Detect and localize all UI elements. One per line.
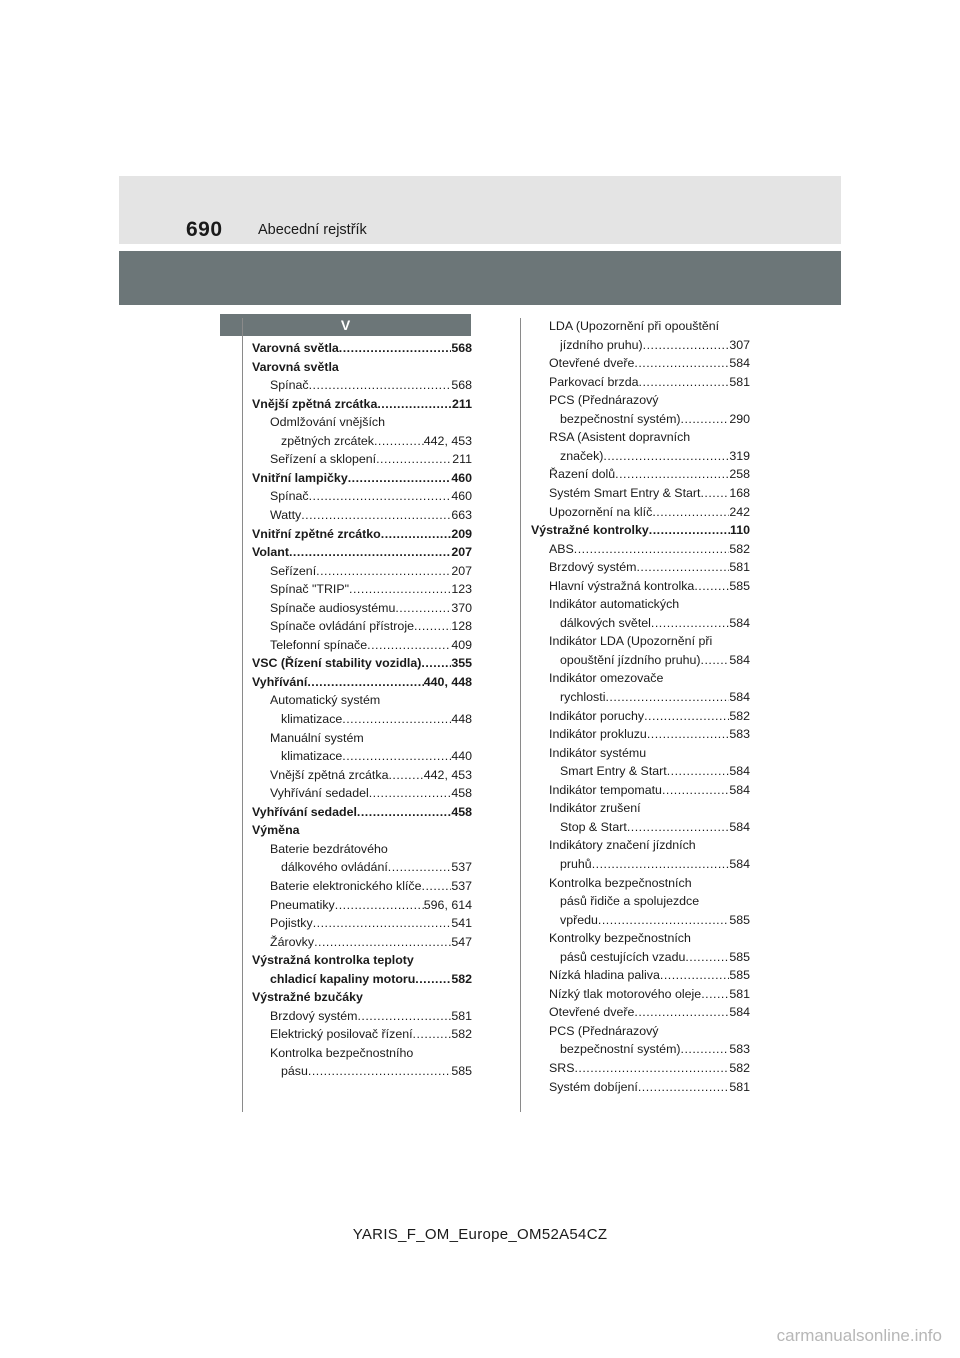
index-entry [549, 836, 696, 855]
index-entry [270, 896, 472, 915]
dot-leader [660, 966, 729, 985]
index-entry [270, 933, 472, 952]
dot-leader [592, 855, 730, 874]
entry-term: Smart Entry & Start [560, 764, 667, 779]
index-entry [252, 654, 472, 673]
entry-page-ref: 584 [729, 652, 750, 667]
index-entry [252, 951, 414, 970]
entry-term: pruhů [560, 856, 592, 871]
entry-page-ref: 458 [451, 804, 472, 819]
dot-leader [374, 432, 424, 451]
entry-page-ref: 568 [451, 341, 472, 355]
index-entry [270, 1007, 472, 1026]
index-entry [549, 781, 750, 800]
entry-page-ref: 128 [451, 619, 472, 634]
index-entry [270, 376, 472, 395]
dot-leader [615, 465, 729, 484]
index-entry [560, 855, 750, 874]
dot-leader [289, 543, 451, 562]
index-entry [549, 465, 750, 484]
index-entry [270, 636, 472, 655]
entry-page-ref: 290 [729, 411, 750, 426]
entry-term: dálkových světel [560, 615, 651, 630]
index-entry [270, 877, 472, 896]
entry-term: Vyhřívání sedadel [252, 804, 357, 819]
entry-term: PCS (Přednárazový [549, 1023, 659, 1038]
center-column-divider [520, 318, 521, 1112]
entry-term: Indikátor automatických [549, 597, 680, 612]
index-entry [549, 985, 750, 1004]
entry-page-ref: 440, 448 [423, 674, 472, 689]
entry-term: PCS (Přednárazový [549, 393, 659, 408]
entry-page-ref: 537 [451, 878, 472, 893]
index-entry [549, 1003, 750, 1022]
dot-leader [307, 673, 423, 692]
index-entry [560, 336, 750, 355]
dot-leader [348, 469, 452, 488]
dot-leader [605, 688, 729, 707]
index-entry [270, 599, 472, 618]
entry-page-ref: 583 [729, 1042, 750, 1057]
entry-page-ref: 585 [729, 949, 750, 964]
entry-page-ref: 442, 453 [423, 433, 472, 448]
entry-term: Kontrolka bezpečnostního [270, 1045, 414, 1060]
dot-leader [367, 636, 451, 655]
index-entry [549, 373, 750, 392]
dot-leader [421, 654, 451, 673]
entry-term: Pneumatiky [270, 897, 335, 912]
dot-leader [313, 914, 452, 933]
dot-leader [316, 562, 451, 581]
dot-leader [314, 933, 451, 952]
entry-page-ref: 581 [451, 1008, 472, 1023]
dot-leader [634, 1003, 729, 1022]
entry-page-ref: 584 [729, 615, 750, 630]
entry-page-ref: 211 [452, 452, 472, 467]
entry-page-ref: 568 [451, 378, 472, 393]
entry-page-ref: 584 [729, 690, 750, 704]
entry-page-ref: 581 [729, 560, 750, 575]
index-entry [252, 358, 339, 377]
entry-term: Indikátor poruchy [549, 708, 645, 723]
entry-page-ref: 663 [451, 507, 472, 522]
header-band [119, 176, 841, 244]
index-entry [560, 948, 750, 967]
entry-term: Seřízení a sklopení [270, 452, 377, 467]
index-entry [252, 673, 472, 692]
entry-page-ref: 584 [729, 819, 750, 834]
entry-term: RSA (Asistent dopravních [549, 430, 691, 445]
left-column-divider [242, 318, 243, 1112]
entry-term: rychlosti [560, 690, 606, 704]
entry-term: Indikátor prokluzu [549, 727, 647, 742]
index-entry [560, 614, 750, 633]
index-entry [549, 632, 712, 651]
dot-leader [651, 614, 729, 633]
index-entry [270, 729, 364, 748]
dot-leader [700, 484, 729, 503]
dot-leader [644, 707, 729, 726]
entry-page-ref: 242 [729, 504, 750, 519]
entry-term: Pojistky [270, 916, 313, 931]
entry-term: LDA (Upozornění při opouštění [549, 319, 720, 333]
index-entry [270, 506, 472, 525]
dot-leader [415, 970, 451, 989]
entry-term: Systém Smart Entry & Start [549, 485, 701, 500]
index-entry [549, 428, 690, 447]
dot-leader [395, 599, 451, 618]
entry-term: Upozornění na klíč [549, 504, 653, 519]
dot-leader [377, 395, 452, 414]
entry-page-ref: 581 [729, 1079, 750, 1094]
entry-term: Kontrolka bezpečnostních [549, 875, 692, 890]
entry-term: Brzdový systém [270, 1008, 358, 1023]
entry-page-ref: 584 [729, 764, 750, 779]
index-entry [270, 766, 472, 785]
entry-term: Vyhřívání [252, 674, 308, 689]
index-entry [270, 840, 388, 859]
entry-page-ref: 585 [729, 578, 750, 593]
index-entry [560, 447, 750, 466]
dot-leader [649, 521, 730, 540]
index-entry [270, 1044, 413, 1063]
index-entry [252, 803, 472, 822]
index-entry [270, 784, 472, 803]
entry-term: Žárovky [270, 934, 315, 949]
index-entry [270, 450, 472, 469]
entry-term: pásu [281, 1064, 308, 1079]
dot-leader [388, 766, 423, 785]
entry-page-ref: 537 [451, 860, 472, 875]
entry-term: klimatizace [281, 749, 343, 764]
entry-term: Parkovací brzda [549, 374, 639, 389]
dot-leader [414, 617, 451, 636]
dot-leader [301, 506, 451, 525]
index-entry [549, 929, 691, 948]
index-entry [549, 1059, 750, 1078]
dot-leader [349, 580, 451, 599]
entry-term: Indikátory značení jízdních [549, 838, 696, 853]
entry-term: Spínače audiosystému [270, 600, 396, 615]
dot-leader [381, 525, 452, 544]
watermark: carmanualsonline.info [776, 1326, 942, 1345]
entry-page-ref: 123 [451, 582, 472, 597]
index-entry [270, 970, 472, 989]
index-entry [281, 858, 472, 877]
dot-leader [634, 354, 729, 373]
dot-leader [639, 373, 730, 392]
entry-term: Výstražné kontrolky [531, 523, 649, 538]
entry-term: Spínač [270, 378, 309, 393]
dot-leader [685, 948, 729, 967]
entry-term: Otevřené dveře [549, 1005, 635, 1020]
index-entry [549, 707, 750, 726]
dot-leader [662, 781, 729, 800]
index-entry [549, 503, 750, 522]
dot-leader [681, 410, 730, 429]
section-title: Abecední rejstřík [258, 222, 367, 238]
index-entry [252, 339, 472, 358]
dot-leader [627, 818, 730, 837]
entry-term: vpředu [560, 912, 598, 927]
entry-page-ref: 582 [729, 708, 750, 723]
index-entry [549, 799, 641, 818]
entry-term: Kontrolky bezpečnostních [549, 931, 691, 946]
entry-page-ref: 409 [451, 637, 472, 652]
index-entry [549, 1078, 750, 1097]
dot-leader [422, 877, 452, 896]
dot-leader [309, 487, 452, 506]
dot-leader [357, 803, 451, 822]
entry-term: Vnitřní zpětné zrcátko [252, 526, 381, 541]
entry-term: Řazení dolů [549, 467, 616, 482]
entry-page-ref: 585 [451, 1064, 472, 1079]
entry-page-ref: 211 [452, 396, 472, 411]
index-entry [560, 651, 750, 670]
index-entry [252, 821, 300, 840]
index-entry [549, 484, 750, 503]
index-entry [252, 469, 472, 488]
dot-leader [309, 376, 452, 395]
index-entry [270, 562, 472, 581]
entry-term: chladicí kapaliny motoru [270, 971, 416, 986]
dot-leader [335, 896, 424, 915]
entry-term: Spínač [270, 489, 309, 504]
entry-term: Systém dobíjení [549, 1079, 638, 1094]
entry-page-ref: 460 [451, 470, 472, 485]
entry-term: Indikátor LDA (Upozornění při [549, 634, 713, 649]
dot-leader [701, 985, 729, 1004]
entry-term: SRS [549, 1061, 575, 1075]
index-entry [560, 911, 750, 930]
entry-term: Indikátor zrušení [549, 801, 641, 816]
index-entry [560, 688, 750, 707]
index-entry [549, 577, 750, 596]
index-entry [270, 691, 380, 710]
entry-term: Indikátor tempomatu [549, 782, 662, 797]
entry-page-ref: 582 [451, 1027, 472, 1042]
entry-term: Brzdový systém [549, 560, 637, 575]
entry-term: Vyhřívání sedadel [270, 786, 369, 801]
entry-term: Indikátor omezovače [549, 671, 664, 686]
index-entry [549, 669, 663, 688]
index-entry [549, 725, 750, 744]
index-entry [549, 595, 679, 614]
index-entry [549, 540, 750, 559]
dot-leader [638, 1078, 729, 1097]
entry-term: Elektrický posilovač řízení [270, 1027, 413, 1042]
entry-term: Baterie elektronického klíče [270, 878, 422, 893]
entry-page-ref: 581 [729, 986, 750, 1001]
entry-page-ref: 582 [729, 541, 750, 556]
index-entry [270, 617, 472, 636]
entry-term: Watty [270, 507, 302, 522]
dot-leader [643, 336, 730, 355]
entry-term: Vnitřní lampičky [252, 470, 348, 485]
index-entry [270, 580, 472, 599]
entry-page-ref: 585 [729, 968, 750, 983]
entry-term: Výstražná kontrolka teploty [252, 953, 414, 968]
index-entry [560, 1040, 750, 1059]
dot-leader [342, 710, 451, 729]
entry-term: Seřízení [270, 563, 317, 578]
index-entry [252, 543, 472, 562]
dot-leader [308, 1062, 451, 1081]
entry-term: pásů řidiče a spolujezdce [560, 894, 700, 909]
dot-leader [339, 339, 452, 358]
index-entry [560, 410, 750, 429]
entry-term: Indikátor systému [549, 745, 647, 760]
entry-term: Varovná světla [252, 341, 339, 355]
entry-term: Nízká hladina paliva [549, 968, 660, 983]
entry-term: Volant [252, 545, 289, 560]
index-entry [270, 413, 385, 432]
entry-page-ref: 584 [729, 856, 750, 871]
dot-leader [667, 762, 730, 781]
dot-leader [701, 651, 730, 670]
entry-term: bezpečnostní systém) [560, 411, 681, 426]
index-entry [270, 1025, 472, 1044]
entry-term: Odmlžování vnějších [270, 415, 386, 430]
index-entry [560, 818, 750, 837]
entry-term: Automatický systém [270, 693, 381, 708]
dot-leader [647, 725, 730, 744]
dot-leader [598, 911, 729, 930]
entry-term: Spínač "TRIP" [270, 582, 350, 597]
entry-page-ref: 582 [451, 971, 472, 986]
index-entry [281, 432, 472, 451]
entry-term: Varovná světla [252, 359, 339, 374]
entry-page-ref: 581 [729, 374, 750, 389]
dot-leader [652, 503, 729, 522]
entry-term: jízdního pruhu) [560, 337, 643, 352]
entry-page-ref: 440 [451, 749, 472, 764]
dot-leader [636, 558, 729, 577]
entry-term: dálkového ovládání [281, 860, 388, 875]
entry-term: Výměna [252, 823, 300, 838]
index-entry [549, 354, 750, 373]
entry-term: Výstražné bzučáky [252, 990, 363, 1005]
index-entry [281, 710, 472, 729]
entry-term: Vnější zpětná zrcátka [270, 767, 389, 782]
entry-page-ref: 584 [729, 356, 750, 371]
entry-page-ref: 209 [451, 526, 472, 541]
dot-leader [342, 747, 451, 766]
index-entry [281, 747, 472, 766]
entry-page-ref: 355 [451, 656, 472, 671]
entry-page-ref: 460 [451, 489, 472, 504]
entry-page-ref: 258 [729, 467, 750, 482]
entry-term: klimatizace [281, 712, 343, 726]
entry-term: Baterie bezdrátového [270, 841, 388, 856]
entry-term: ABS [549, 541, 574, 556]
index-entry [531, 521, 750, 540]
index-entry [252, 525, 472, 544]
index-entry [549, 744, 646, 763]
entry-term: Manuální systém [270, 730, 364, 745]
entry-page-ref: 458 [451, 786, 472, 801]
dot-leader [376, 450, 452, 469]
dot-leader [574, 1059, 729, 1078]
entry-term: Vnější zpětná zrcátka [252, 396, 378, 411]
entry-term: VSC (Řízení stability vozidla) [252, 656, 422, 671]
index-entry [281, 1062, 472, 1081]
dot-leader [413, 1025, 452, 1044]
entry-page-ref: 448 [451, 712, 472, 726]
index-entry [252, 988, 363, 1007]
dot-leader [694, 577, 729, 596]
entry-term: Telefonní spínače [270, 637, 368, 652]
index-entry [549, 1022, 659, 1041]
index-entry [560, 762, 750, 781]
index-entry [549, 558, 750, 577]
entry-page-ref: 110 [730, 523, 750, 538]
entry-term: značek) [560, 448, 604, 463]
index-entry [270, 487, 472, 506]
entry-term: Nízký tlak motorového oleje [549, 986, 702, 1001]
entry-term: zpětných zrcátek [281, 433, 374, 448]
entry-term: Stop & Start [560, 819, 627, 834]
dot-leader [603, 447, 729, 466]
entry-page-ref: 207 [451, 563, 472, 578]
document-code: YARIS_F_OM_Europe_OM52A54CZ [352, 1226, 608, 1243]
entry-term: pásů cestujících vzadu [560, 949, 686, 964]
entry-page-ref: 585 [729, 912, 750, 927]
index-entry [549, 966, 750, 985]
entry-term: Hlavní výstražná kontrolka [549, 578, 695, 593]
section-bar [119, 251, 841, 305]
entry-page-ref: 168 [729, 485, 750, 500]
entry-page-ref: 584 [729, 782, 750, 797]
entry-page-ref: 442, 453 [423, 767, 472, 782]
entry-page-ref: 584 [729, 1005, 750, 1020]
dot-leader [369, 784, 452, 803]
index-entry [549, 391, 659, 410]
dot-leader [357, 1007, 451, 1026]
entry-term: Spínače ovládání přístroje [270, 619, 414, 634]
dot-leader [681, 1040, 730, 1059]
index-entry [549, 874, 692, 893]
index-entry [252, 395, 472, 414]
entry-page-ref: 547 [451, 934, 472, 949]
entry-page-ref: 319 [729, 448, 750, 463]
entry-page-ref: 582 [729, 1061, 750, 1075]
entry-page-ref: 583 [729, 727, 750, 742]
entry-term: Otevřené dveře [549, 356, 635, 371]
entry-term: bezpečnostní systém) [560, 1042, 681, 1057]
entry-page-ref: 596, 614 [423, 897, 472, 912]
index-entry [560, 892, 699, 911]
entry-page-ref: 207 [451, 545, 472, 560]
dot-leader [574, 540, 730, 559]
entry-term: opouštění jízdního pruhu) [560, 652, 701, 667]
entry-page-ref: 541 [451, 916, 472, 931]
index-letter-tab: V [220, 314, 471, 336]
entry-page-ref: 370 [451, 600, 472, 615]
index-entry [270, 914, 472, 933]
index-entry [549, 317, 719, 336]
entry-page-ref: 307 [729, 337, 750, 352]
page-number: 690 [186, 218, 223, 241]
dot-leader [388, 858, 452, 877]
